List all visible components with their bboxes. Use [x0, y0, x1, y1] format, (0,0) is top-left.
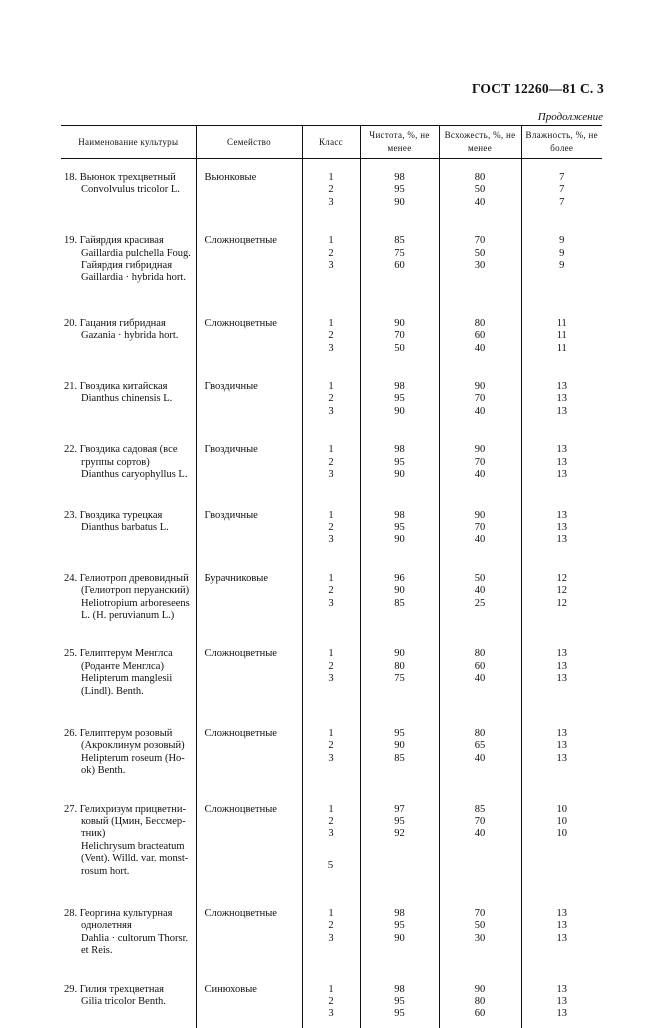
cell-germination: [439, 698, 521, 778]
cell-family: [196, 958, 302, 1028]
class-value: 2: [328, 920, 334, 932]
purity-value: 90: [394, 405, 405, 417]
cell-family: [196, 355, 302, 418]
moisture-value: 13: [556, 456, 567, 468]
cell-germination: [439, 159, 521, 210]
table-row: [61, 482, 602, 547]
culture-name-continuation: Dianthus barbatus L.: [81, 521, 169, 533]
culture-name-continuation: тник): [81, 828, 106, 840]
moisture-value: 12: [556, 572, 567, 584]
cell-culture-name: [61, 547, 196, 623]
cell-purity: [360, 698, 439, 778]
cell-moisture: [521, 482, 602, 547]
family-text: Гвоздичные: [204, 444, 258, 456]
moisture-value: 9: [559, 260, 565, 272]
class-value: 1: [328, 381, 334, 393]
cell-class: [302, 878, 360, 958]
family-text: Сложноцветные: [204, 317, 277, 329]
moisture-value: 13: [556, 405, 567, 417]
column-header-purity: Чистота, %, не менее: [360, 126, 439, 159]
purity-value: 98: [394, 908, 405, 920]
purity-value: 85: [394, 597, 405, 609]
page-number: 5: [327, 859, 334, 871]
moisture-value: 10: [556, 816, 567, 827]
moisture-value: 7: [559, 196, 565, 208]
class-value: 2: [328, 521, 334, 533]
germination-value: 50: [474, 184, 486, 196]
culture-name-continuation: (Vent). Willd. var. monst-: [81, 853, 189, 865]
cell-family: [196, 285, 302, 355]
family-text: Сложноцветные: [204, 648, 277, 660]
cell-family: [196, 418, 302, 481]
culture-name-continuation: однолетняя: [81, 920, 132, 932]
cell-germination: [439, 209, 521, 285]
purity-value: 95: [394, 816, 405, 827]
moisture-value: 13: [556, 469, 567, 481]
culture-name-continuation: ok) Benth.: [81, 765, 126, 777]
moisture-value: 13: [556, 996, 567, 1008]
purity-value: 95: [394, 727, 405, 739]
cell-culture-name: [61, 159, 196, 210]
culture-name-line: 26. Гелиптерум розовый: [64, 727, 173, 739]
class-value: 2: [328, 393, 334, 405]
family-text: Бурачниковые: [204, 572, 269, 584]
cell-moisture: [521, 958, 602, 1028]
cell-germination: [439, 285, 521, 355]
class-value: 2: [328, 585, 334, 597]
moisture-value: 13: [556, 983, 567, 995]
class-value: 1: [328, 983, 334, 995]
family-text: Сложноцветные: [204, 235, 277, 247]
purity-value: 90: [394, 740, 405, 752]
class-value: 1: [328, 803, 334, 815]
cell-culture-name: [61, 878, 196, 958]
germination-value: 65: [474, 740, 486, 752]
cell-purity: [360, 622, 439, 698]
moisture-value: 13: [556, 727, 567, 739]
culture-name-continuation: et Reis.: [81, 945, 113, 957]
purity-value: 95: [394, 393, 405, 405]
family-text: Гвоздичные: [204, 509, 258, 521]
cell-class: [302, 622, 360, 698]
table-container: [61, 125, 602, 1028]
purity-value: 75: [394, 673, 405, 685]
cell-class: [302, 482, 360, 547]
culture-name-continuation: (Акроклинум розовый): [81, 740, 185, 752]
culture-name-continuation: Convolvulus tricolor L.: [81, 184, 180, 196]
moisture-value: 13: [556, 752, 567, 764]
germination-value: 40: [474, 673, 486, 685]
moisture-value: 12: [556, 597, 567, 609]
germination-value: 50: [474, 247, 486, 259]
cell-culture-name: [61, 482, 196, 547]
culture-name-continuation: Helichrysum bracteatum: [81, 840, 185, 852]
cell-class: [302, 355, 360, 418]
class-value: 2: [328, 456, 334, 468]
cell-germination: [439, 418, 521, 481]
moisture-value: 13: [556, 648, 567, 660]
class-value: 3: [328, 342, 334, 354]
cell-culture-name: [61, 355, 196, 418]
purity-value: 95: [394, 996, 405, 1008]
class-value: 1: [328, 235, 334, 247]
table-body: [61, 159, 602, 1028]
table-row: [61, 285, 602, 355]
germination-value: 25: [474, 597, 486, 609]
cell-purity: [360, 418, 439, 481]
moisture-value: 10: [556, 828, 567, 840]
class-value: 2: [328, 660, 334, 672]
cell-family: [196, 209, 302, 285]
seed-quality-table: [61, 125, 602, 1028]
cell-family: [196, 482, 302, 547]
culture-name-continuation: Gilia tricolor Benth.: [81, 996, 166, 1008]
class-value: 2: [328, 996, 334, 1008]
germination-value: 40: [474, 828, 486, 840]
cell-moisture: [521, 878, 602, 958]
family-text: Сложноцветные: [204, 908, 277, 920]
culture-name-continuation: Гайярдия гибридная: [81, 260, 173, 272]
culture-name-line: 24. Гелиотроп древовидный: [64, 572, 189, 584]
moisture-value: 9: [559, 235, 565, 247]
class-value: 1: [328, 444, 334, 456]
cell-moisture: [521, 547, 602, 623]
germination-value: 70: [474, 908, 486, 920]
class-value: 1: [328, 509, 334, 521]
purity-value: 90: [394, 469, 405, 481]
moisture-value: 11: [556, 317, 567, 329]
family-text: Сложноцветные: [204, 727, 277, 739]
column-header-germination: Всхожесть, %, не менее: [439, 126, 521, 159]
cell-germination: [439, 482, 521, 547]
germination-value: 40: [474, 752, 486, 764]
moisture-value: 13: [556, 673, 567, 685]
germination-value: 50: [474, 920, 486, 932]
cell-purity: [360, 285, 439, 355]
purity-value: 95: [394, 521, 405, 533]
culture-name-continuation: Gaillardia · hybrida hort.: [81, 272, 186, 284]
moisture-value: 11: [556, 330, 567, 342]
table-row: [61, 209, 602, 285]
culture-name-line: 22. Гвоздика садовая (все: [64, 444, 178, 456]
germination-value: 40: [474, 196, 486, 208]
culture-name-line: 23. Гвоздика турецкая: [64, 509, 163, 521]
germination-value: 90: [474, 444, 486, 456]
cell-purity: [360, 209, 439, 285]
purity-value: 85: [394, 752, 405, 764]
moisture-value: 12: [556, 585, 567, 597]
moisture-value: 13: [556, 444, 567, 456]
cell-moisture: [521, 418, 602, 481]
culture-name-continuation: (Роданте Менглса): [81, 660, 164, 672]
germination-value: 70: [474, 816, 486, 827]
cell-moisture: [521, 698, 602, 778]
cell-class: [302, 209, 360, 285]
cell-family: [196, 547, 302, 623]
moisture-value: 13: [556, 534, 567, 546]
purity-value: 85: [394, 235, 405, 247]
cell-purity: [360, 958, 439, 1028]
germination-value: 30: [474, 260, 486, 272]
purity-value: 95: [394, 456, 405, 468]
purity-value: 98: [394, 444, 405, 456]
class-value: 1: [328, 317, 334, 329]
cell-family: [196, 159, 302, 210]
cell-culture-name: [61, 418, 196, 481]
purity-value: 60: [394, 260, 405, 272]
cell-culture-name: [61, 209, 196, 285]
purity-value: 98: [394, 381, 405, 393]
culture-name-continuation: (Lindl). Benth.: [81, 685, 144, 697]
class-value: 1: [328, 572, 334, 584]
table-row: [61, 159, 602, 210]
cell-moisture: [521, 285, 602, 355]
class-value: 1: [328, 172, 334, 183]
cell-purity: [360, 159, 439, 210]
class-value: 2: [328, 330, 334, 342]
germination-value: 60: [474, 660, 486, 672]
class-value: 3: [328, 469, 334, 481]
germination-value: 80: [474, 648, 486, 660]
germination-value: 80: [474, 996, 486, 1008]
class-value: 3: [328, 932, 334, 944]
cell-purity: [360, 878, 439, 958]
purity-value: 50: [394, 342, 405, 354]
purity-value: 90: [394, 932, 405, 944]
germination-value: 70: [474, 235, 486, 247]
moisture-value: 9: [559, 247, 565, 259]
purity-value: 95: [394, 184, 405, 196]
class-value: 1: [328, 648, 334, 660]
moisture-value: 13: [556, 381, 567, 393]
purity-value: 80: [394, 660, 405, 672]
moisture-value: 13: [556, 740, 567, 752]
cell-moisture: [521, 159, 602, 210]
column-header-culture: Наименование культуры: [61, 126, 196, 159]
cell-culture-name: [61, 698, 196, 778]
purity-value: 90: [394, 196, 405, 208]
cell-germination: [439, 878, 521, 958]
class-value: 2: [328, 816, 334, 827]
class-value: 2: [328, 184, 334, 196]
moisture-value: 13: [556, 393, 567, 405]
class-value: 3: [328, 597, 334, 609]
culture-name-continuation: rosum hort.: [81, 865, 130, 877]
cell-class: [302, 698, 360, 778]
purity-value: 90: [394, 585, 405, 597]
purity-value: 75: [394, 247, 405, 259]
class-value: 1: [328, 727, 334, 739]
table-row: [61, 878, 602, 958]
germination-value: 40: [474, 405, 486, 417]
culture-name-continuation: Gaillardia pulchella Foug.: [81, 247, 191, 259]
germination-value: 90: [474, 509, 486, 521]
purity-value: 98: [394, 983, 405, 995]
moisture-value: 13: [556, 660, 567, 672]
culture-name-line: 25. Гелиптерум Менглса: [64, 648, 173, 660]
germination-value: 80: [474, 317, 486, 329]
moisture-value: 13: [556, 932, 567, 944]
culture-name-line: 27. Гелихризум прицветни-: [64, 803, 186, 815]
germination-value: 70: [474, 393, 486, 405]
cell-family: [196, 878, 302, 958]
cell-germination: [439, 547, 521, 623]
table-row: [61, 547, 602, 623]
column-header-family: Семейство: [196, 126, 302, 159]
germination-value: 70: [474, 456, 486, 468]
moisture-value: 13: [556, 908, 567, 920]
culture-name-line: 28. Георгина культурная: [64, 908, 173, 920]
class-value: 2: [328, 247, 334, 259]
moisture-value: 11: [556, 342, 567, 354]
germination-value: 85: [474, 803, 486, 815]
cell-moisture: [521, 355, 602, 418]
culture-name-continuation: Gazania · hybrida hort.: [81, 330, 179, 342]
cell-class: [302, 418, 360, 481]
cell-purity: [360, 547, 439, 623]
moisture-value: 7: [559, 184, 565, 196]
cell-class: [302, 285, 360, 355]
moisture-value: 13: [556, 1008, 567, 1020]
moisture-value: 13: [556, 521, 567, 533]
culture-name-continuation: Helipterum manglesii: [81, 673, 173, 685]
culture-name-continuation: Heliotropium arboreseens: [81, 597, 190, 609]
moisture-value: 10: [556, 803, 567, 815]
table-row: [61, 418, 602, 481]
class-value: 3: [328, 1008, 334, 1020]
family-text: Вьюнковые: [204, 172, 257, 183]
page-header: ГОСТ 12260—81 С. 3: [471, 81, 604, 96]
family-text: Синюховые: [204, 983, 257, 995]
culture-name-continuation: (Гелиотроп перуанский): [81, 585, 190, 597]
moisture-value: 13: [556, 920, 567, 932]
table-row: [61, 622, 602, 698]
culture-name-continuation: L. (H. peruvianum L.): [81, 609, 175, 621]
class-value: 3: [328, 196, 334, 208]
purity-value: 98: [394, 172, 405, 183]
culture-name-line: 20. Гацания гибридная: [64, 317, 166, 329]
culture-name-continuation: Dahlia · cultorum Thorsr.: [81, 932, 189, 944]
germination-value: 40: [474, 585, 486, 597]
culture-name-line: 18. Вьюнок трехцветный: [64, 172, 176, 183]
germination-value: 80: [474, 172, 486, 183]
culture-name-continuation: группы сортов): [81, 456, 150, 468]
purity-value: 96: [394, 572, 405, 584]
purity-value: 98: [394, 509, 405, 521]
class-value: 1: [328, 908, 334, 920]
family-text: Гвоздичные: [204, 381, 258, 393]
table-header-row: [61, 126, 602, 159]
moisture-value: 7: [559, 172, 565, 183]
purity-value: 90: [394, 317, 405, 329]
cell-moisture: [521, 209, 602, 285]
culture-name-continuation: ковый (Цмин, Бессмер-: [81, 816, 186, 827]
class-value: 3: [328, 405, 334, 417]
class-value: 2: [328, 740, 334, 752]
germination-value: 90: [474, 381, 486, 393]
column-header-moisture: Влажность, %, не более: [521, 126, 602, 159]
class-value: 3: [328, 752, 334, 764]
germination-value: 90: [474, 983, 486, 995]
cell-culture-name: [61, 285, 196, 355]
cell-purity: [360, 355, 439, 418]
cell-family: [196, 622, 302, 698]
germination-value: 40: [474, 534, 486, 546]
table-row: [61, 355, 602, 418]
germination-value: 40: [474, 342, 486, 354]
cell-family: [196, 698, 302, 778]
purity-value: 97: [394, 803, 405, 815]
cell-germination: [439, 355, 521, 418]
purity-value: 92: [394, 828, 405, 840]
culture-name-line: 21. Гвоздика китайская: [64, 381, 168, 393]
cell-class: [302, 958, 360, 1028]
cell-class: [302, 159, 360, 210]
family-text: Сложноцветные: [204, 803, 277, 815]
purity-value: 90: [394, 648, 405, 660]
culture-name-continuation: Dianthus caryophyllus L.: [81, 469, 188, 481]
germination-value: 60: [474, 1008, 486, 1020]
continued-label: Продолжение: [537, 111, 603, 123]
germination-value: 50: [474, 572, 486, 584]
class-value: 3: [328, 534, 334, 546]
table-row: [61, 958, 602, 1028]
culture-name-continuation: Dianthus chinensis L.: [81, 393, 173, 405]
class-value: 3: [328, 260, 334, 272]
purity-value: 70: [394, 330, 405, 342]
table-row: [61, 698, 602, 778]
moisture-value: 13: [556, 509, 567, 521]
germination-value: 60: [474, 330, 486, 342]
germination-value: 70: [474, 521, 486, 533]
cell-purity: [360, 482, 439, 547]
purity-value: 95: [394, 920, 405, 932]
cell-culture-name: [61, 622, 196, 698]
germination-value: 80: [474, 727, 486, 739]
cell-germination: [439, 958, 521, 1028]
class-value: 3: [328, 828, 334, 840]
culture-name-continuation: Helipterum roseum (Ho-: [81, 752, 185, 764]
cell-germination: [439, 622, 521, 698]
purity-value: 90: [394, 534, 405, 546]
germination-value: 40: [474, 469, 486, 481]
culture-name-line: 29. Гилия трехцветная: [64, 983, 164, 995]
cell-class: [302, 547, 360, 623]
class-value: 3: [328, 673, 334, 685]
column-header-class: Класс: [302, 126, 360, 159]
culture-name-line: 19. Гайярдия красивая: [64, 235, 164, 247]
purity-value: 95: [394, 1008, 405, 1020]
cell-moisture: [521, 622, 602, 698]
cell-culture-name: [61, 958, 196, 1028]
germination-value: 30: [474, 932, 486, 944]
